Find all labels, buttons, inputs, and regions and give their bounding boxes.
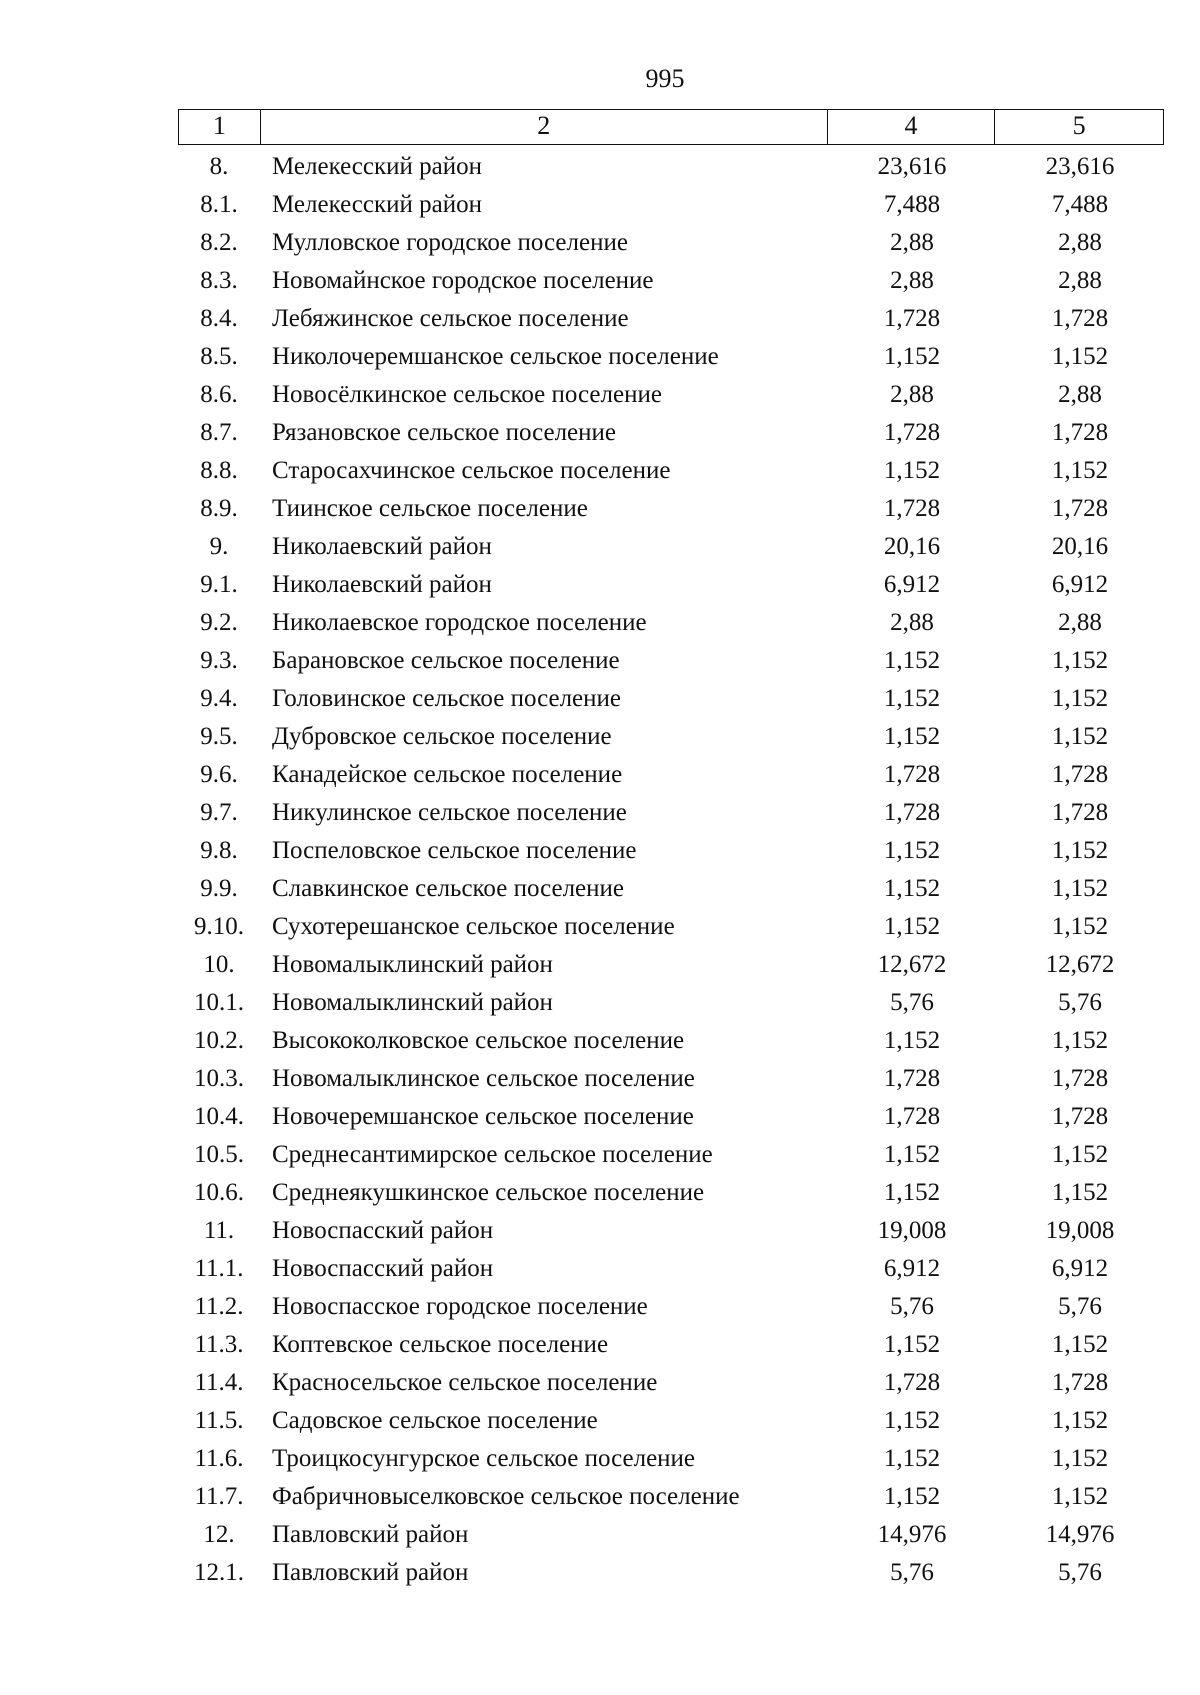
row-name: Новоспасское городское поселение — [272, 1293, 648, 1320]
table-row — [178, 528, 1164, 566]
row-number: 9.1. — [200, 571, 238, 598]
row-name: Новомалыклинский район — [272, 951, 553, 978]
row-value-col-5: 1,152 — [1051, 1407, 1109, 1434]
row-number: 8. — [209, 153, 229, 180]
row-name: Коптевское сельское поселение — [272, 1331, 609, 1358]
row-name: Новомалыклинский район — [272, 989, 553, 1016]
row-name: Поспеловское сельское поселение — [272, 837, 637, 864]
row-name: Барановское сельское поселение — [272, 647, 620, 674]
row-value-col-4: 1,728 — [883, 1369, 941, 1396]
row-value-col-5: 1,728 — [1051, 1065, 1109, 1092]
row-value-col-4: 1,152 — [883, 457, 941, 484]
row-value-col-5: 1,152 — [1051, 875, 1109, 902]
row-value-col-5: 1,152 — [1051, 913, 1109, 940]
table-row — [178, 1250, 1164, 1288]
row-value-col-5: 7,488 — [1051, 191, 1109, 218]
table-row — [178, 1402, 1164, 1440]
row-value-col-5: 1,152 — [1051, 343, 1109, 370]
row-value-col-5: 5,76 — [1058, 989, 1102, 1016]
row-name: Фабричновыселковское сельское поселение — [272, 1483, 740, 1510]
row-value-col-4: 1,152 — [883, 343, 941, 370]
row-number: 8.5. — [200, 343, 238, 370]
row-value-col-5: 1,152 — [1051, 1445, 1109, 1472]
row-number: 9.10. — [194, 913, 244, 940]
table-row — [178, 984, 1164, 1022]
row-value-col-5: 2,88 — [1058, 381, 1102, 408]
row-value-col-4: 1,152 — [883, 1331, 941, 1358]
row-value-col-4: 1,728 — [883, 1103, 941, 1130]
row-value-col-5: 6,912 — [1051, 1255, 1109, 1282]
row-name: Старосахчинское сельское поселение — [272, 457, 671, 484]
row-value-col-5: 20,16 — [1051, 533, 1109, 560]
row-value-col-4: 1,728 — [883, 761, 941, 788]
table-body — [178, 148, 1164, 1592]
row-value-col-5: 1,728 — [1051, 305, 1109, 332]
row-number: 9.8. — [200, 837, 238, 864]
table-row — [178, 1098, 1164, 1136]
row-value-col-5: 1,728 — [1051, 1369, 1109, 1396]
row-value-col-4: 1,152 — [883, 647, 941, 674]
table-row — [178, 452, 1164, 490]
table-row — [178, 262, 1164, 300]
row-value-col-4: 2,88 — [890, 609, 934, 636]
row-value-col-5: 1,152 — [1051, 1483, 1109, 1510]
row-name: Новосёлкинское сельское поселение — [272, 381, 662, 408]
table-row — [178, 604, 1164, 642]
row-number: 11. — [203, 1217, 235, 1244]
row-value-col-5: 1,152 — [1051, 1027, 1109, 1054]
row-value-col-5: 1,728 — [1051, 761, 1109, 788]
row-value-col-4: 1,728 — [883, 419, 941, 446]
row-name: Мулловское городское поселение — [272, 229, 628, 256]
row-number: 9.5. — [200, 723, 238, 750]
row-name: Головинское сельское поселение — [272, 685, 622, 712]
row-name: Новомалыклинское сельское поселение — [272, 1065, 695, 1092]
table-row — [178, 566, 1164, 604]
row-value-col-5: 1,152 — [1051, 1331, 1109, 1358]
row-value-col-5: 1,728 — [1051, 1103, 1109, 1130]
row-number: 8.4. — [200, 305, 238, 332]
table-row — [178, 414, 1164, 452]
table-row — [178, 642, 1164, 680]
header-col-5: 5 — [1072, 111, 1086, 140]
table-row — [178, 870, 1164, 908]
row-name: Мелекесский район — [272, 191, 483, 218]
row-number: 8.3. — [200, 267, 238, 294]
row-value-col-5: 6,912 — [1051, 571, 1109, 598]
row-value-col-5: 1,152 — [1051, 723, 1109, 750]
table-row — [178, 832, 1164, 870]
table-row — [178, 186, 1164, 224]
row-name: Среднесантимирское сельское поселение — [272, 1141, 713, 1168]
row-value-col-5: 1,728 — [1051, 419, 1109, 446]
row-value-col-4: 1,728 — [883, 799, 941, 826]
row-name: Тиинское сельское поселение — [272, 495, 588, 522]
row-name: Новоспасский район — [272, 1217, 494, 1244]
row-value-col-4: 5,76 — [890, 989, 934, 1016]
table-row — [178, 224, 1164, 262]
row-name: Николаевский район — [272, 533, 492, 560]
row-value-col-5: 5,76 — [1058, 1293, 1102, 1320]
row-number: 11.1. — [194, 1255, 244, 1282]
row-name: Среднеякушкинское сельское поселение — [272, 1179, 705, 1206]
row-value-col-5: 2,88 — [1058, 267, 1102, 294]
row-value-col-4: 23,616 — [877, 153, 947, 180]
row-value-col-5: 1,728 — [1051, 799, 1109, 826]
row-value-col-4: 6,912 — [883, 571, 941, 598]
row-number: 10.5. — [194, 1141, 244, 1168]
table-row — [178, 148, 1164, 186]
table-row — [178, 1022, 1164, 1060]
row-value-col-4: 1,152 — [883, 1179, 941, 1206]
table-row — [178, 376, 1164, 414]
table-row — [178, 300, 1164, 338]
table-row — [178, 1326, 1164, 1364]
row-name: Славкинское сельское поселение — [272, 875, 625, 902]
row-number: 11.4. — [194, 1369, 244, 1396]
table-row — [178, 1060, 1164, 1098]
row-name: Павловский район — [272, 1559, 469, 1586]
row-name: Дубровское сельское поселение — [272, 723, 612, 750]
row-name: Новочеремшанское сельское поселение — [272, 1103, 694, 1130]
table-row — [178, 1212, 1164, 1250]
row-name: Павловский район — [272, 1521, 469, 1548]
row-number: 9.3. — [200, 647, 238, 674]
row-value-col-4: 1,152 — [883, 837, 941, 864]
row-name: Мелекесский район — [272, 153, 483, 180]
row-name: Высококолковское сельское поселение — [272, 1027, 685, 1054]
row-name: Красносельское сельское поселение — [272, 1369, 658, 1396]
row-number: 11.3. — [194, 1331, 244, 1358]
table-row — [178, 338, 1164, 376]
table-row — [178, 1174, 1164, 1212]
row-value-col-4: 1,728 — [883, 305, 941, 332]
row-value-col-4: 20,16 — [883, 533, 941, 560]
row-value-col-5: 1,152 — [1051, 685, 1109, 712]
table-row — [178, 680, 1164, 718]
header-col-1: 1 — [179, 110, 261, 144]
row-number: 10. — [203, 951, 235, 978]
row-value-col-4: 1,152 — [883, 1027, 941, 1054]
row-name: Николаевское городское поселение — [272, 609, 647, 636]
row-number: 9.7. — [200, 799, 238, 826]
page-number: 995 — [645, 64, 685, 93]
row-value-col-4: 1,152 — [883, 1407, 941, 1434]
row-value-col-5: 5,76 — [1058, 1559, 1102, 1586]
row-number: 12.1. — [194, 1559, 244, 1586]
row-value-col-5: 1,152 — [1051, 837, 1109, 864]
row-name: Троицкосунгурское сельское поселение — [272, 1445, 696, 1472]
row-value-col-5: 1,152 — [1051, 647, 1109, 674]
row-number: 10.2. — [194, 1027, 244, 1054]
table-row — [178, 946, 1164, 984]
row-name: Николаевский район — [272, 571, 492, 598]
row-number: 10.4. — [194, 1103, 244, 1130]
row-value-col-4: 5,76 — [890, 1293, 934, 1320]
row-value-col-4: 2,88 — [890, 381, 934, 408]
row-value-col-5: 14,976 — [1045, 1521, 1115, 1548]
row-value-col-4: 12,672 — [877, 951, 947, 978]
row-number: 9.2. — [200, 609, 238, 636]
row-name: Лебяжинское сельское поселение — [272, 305, 629, 332]
row-number: 10.3. — [194, 1065, 244, 1092]
row-name: Канадейское сельское поселение — [272, 761, 623, 788]
row-number: 10.1. — [194, 989, 244, 1016]
row-name: Садовское сельское поселение — [272, 1407, 598, 1434]
row-number: 9.4. — [200, 685, 238, 712]
row-name: Новоспасский район — [272, 1255, 494, 1282]
row-value-col-4: 1,152 — [883, 1141, 941, 1168]
row-name: Никулинское сельское поселение — [272, 799, 627, 826]
row-number: 10.6. — [194, 1179, 244, 1206]
row-number: 8.6. — [200, 381, 238, 408]
row-value-col-4: 19,008 — [877, 1217, 947, 1244]
table-row — [178, 756, 1164, 794]
row-number: 11.5. — [194, 1407, 244, 1434]
row-value-col-4: 1,152 — [883, 685, 941, 712]
row-number: 12. — [203, 1521, 235, 1548]
row-value-col-5: 1,152 — [1051, 1179, 1109, 1206]
row-number: 11.2. — [194, 1293, 244, 1320]
row-number: 8.2. — [200, 229, 238, 256]
row-number: 11.7. — [194, 1483, 244, 1510]
table-row — [178, 490, 1164, 528]
row-number: 9.9. — [200, 875, 238, 902]
row-value-col-4: 1,152 — [883, 1483, 941, 1510]
row-value-col-4: 6,912 — [883, 1255, 941, 1282]
table-row — [178, 1478, 1164, 1516]
row-value-col-4: 2,88 — [890, 267, 934, 294]
row-value-col-4: 1,152 — [883, 875, 941, 902]
table-row — [178, 1136, 1164, 1174]
row-value-col-4: 7,488 — [883, 191, 941, 218]
row-number: 9.6. — [200, 761, 238, 788]
row-number: 11.6. — [194, 1445, 244, 1472]
row-number: 8.1. — [200, 191, 238, 218]
header-col-2: 2 — [261, 110, 828, 144]
table-row — [178, 1364, 1164, 1402]
row-name: Николочеремшанское сельское поселение — [272, 343, 719, 370]
table-row — [178, 1288, 1164, 1326]
row-name: Рязановское сельское поселение — [272, 419, 617, 446]
row-value-col-5: 23,616 — [1045, 153, 1115, 180]
row-value-col-5: 1,728 — [1051, 495, 1109, 522]
row-value-col-5: 2,88 — [1058, 229, 1102, 256]
row-value-col-4: 14,976 — [877, 1521, 947, 1548]
table-header — [178, 109, 1164, 145]
row-value-col-5: 12,672 — [1045, 951, 1115, 978]
row-name: Сухотерешанское сельское поселение — [272, 913, 675, 940]
row-value-col-4: 1,152 — [883, 1445, 941, 1472]
row-name: Новомайнское городское поселение — [272, 267, 654, 294]
table-row — [178, 908, 1164, 946]
row-value-col-4: 1,728 — [883, 1065, 941, 1092]
table-row — [178, 794, 1164, 832]
row-number: 8.9. — [200, 495, 238, 522]
row-value-col-4: 1,152 — [883, 913, 941, 940]
row-value-col-4: 2,88 — [890, 229, 934, 256]
table-row — [178, 1516, 1164, 1554]
row-value-col-4: 5,76 — [890, 1559, 934, 1586]
table-row — [178, 1440, 1164, 1478]
row-value-col-5: 2,88 — [1058, 609, 1102, 636]
row-number: 9. — [209, 533, 229, 560]
table-row — [178, 1554, 1164, 1592]
row-value-col-5: 1,152 — [1051, 1141, 1109, 1168]
row-number: 8.7. — [200, 419, 238, 446]
header-col-4: 4 — [828, 110, 996, 144]
table-row — [178, 718, 1164, 756]
row-value-col-5: 1,152 — [1051, 457, 1109, 484]
row-number: 8.8. — [200, 457, 238, 484]
row-value-col-4: 1,152 — [883, 723, 941, 750]
row-value-col-4: 1,728 — [883, 495, 941, 522]
row-value-col-5: 19,008 — [1045, 1217, 1115, 1244]
